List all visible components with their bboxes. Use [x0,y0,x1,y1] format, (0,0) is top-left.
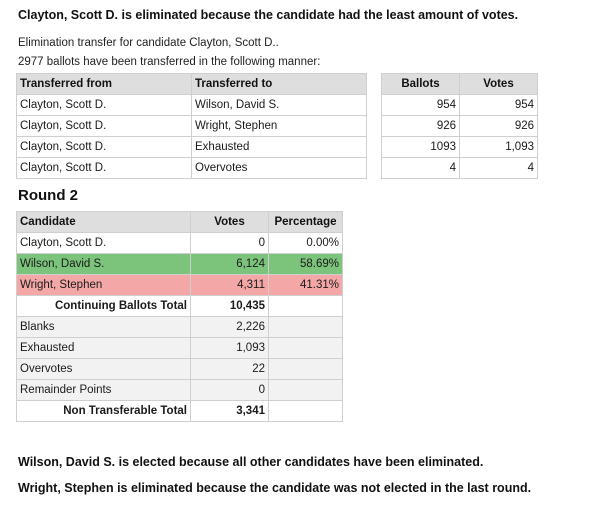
table-row: Clayton, Scott D. Exhausted 1093 1,093 [17,137,538,158]
transfer-title: Elimination transfer for candidate Clayton, Scott D.. [18,37,279,49]
col-candidate: Candidate [17,212,191,233]
round-results-table [16,211,343,422]
candidate-row: Clayton, Scott D. 0 0.00% [17,233,343,254]
col-votes: Votes [191,212,269,233]
transfer-header-row [17,74,538,95]
eliminated-last-round-message: Wright, Stephen is eliminated because the candidate was not elected in the last round. [18,481,532,495]
elected-message: Wilson, David S. is elected because all other candidates have been eliminated. [18,455,484,469]
transfer-table [16,73,538,179]
table-row: Overvotes 22 [17,359,343,380]
table-row: Clayton, Scott D. Wright, Stephen 926 926 [17,116,538,137]
round-title: Round 2 [18,187,78,204]
col-ballots: Ballots [382,74,460,95]
continuing-total-row: Continuing Ballots Total 10,435 [17,296,343,317]
round-header-row [17,212,343,233]
elimination-message: Clayton, Scott D. is eliminated because the candidate had the least amount of votes. [18,8,519,22]
candidate-row-eliminated: Wright, Stephen 4,311 41.31% [17,275,343,296]
non-transferable-total-row: Non Transferable Total 3,341 [17,401,343,422]
table-row: Clayton, Scott D. Overvotes 4 4 [17,158,538,179]
table-row: Blanks 2,226 [17,317,343,338]
col-transferred-to: Transferred to [192,74,367,95]
col-votes: Votes [460,74,538,95]
transfer-summary: 2977 ballots have been transferred in the following manner: [18,56,321,68]
table-row: Remainder Points 0 [17,380,343,401]
table-row: Clayton, Scott D. Wilson, David S. 954 954 [17,95,538,116]
table-row: Exhausted 1,093 [17,338,343,359]
col-transferred-from: Transferred from [17,74,192,95]
candidate-row-elected: Wilson, David S. 6,124 58.69% [17,254,343,275]
col-percentage: Percentage [269,212,343,233]
